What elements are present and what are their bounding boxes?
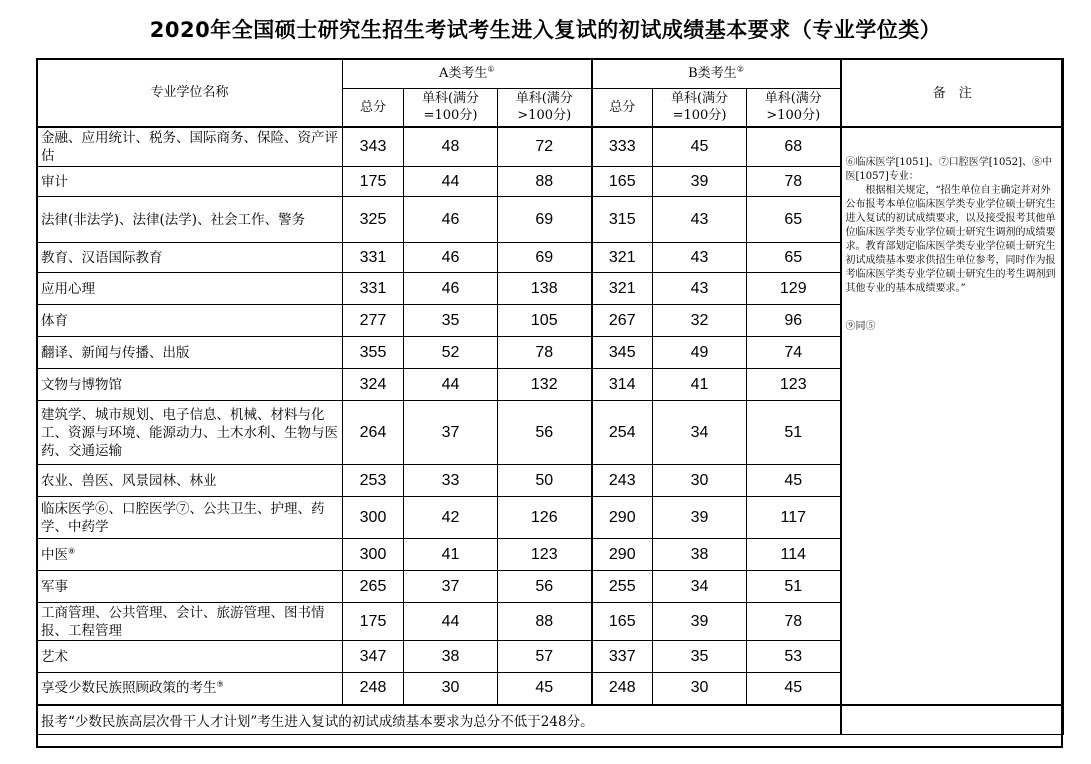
cell-a-single-100: 44 [404,167,498,197]
cell-b-single-100: 41 [653,369,747,401]
cell-a-total: 324 [343,369,404,401]
cell-b-total: 165 [592,167,653,197]
cell-a-single-gt100: 138 [498,273,592,305]
row-name: 体育 [37,305,343,337]
page-title: 2020年全国硕士研究生招生考试考生进入复试的初试成绩基本要求（专业学位类） [149,18,942,42]
table-outer-border [36,58,1063,748]
cell-b-single-100: 43 [653,197,747,243]
cell-b-single-100: 39 [653,167,747,197]
row-name: 翻译、新闻与传播、出版 [37,337,343,369]
cell-b-single-gt100: 65 [747,197,841,243]
cell-a-single-gt100: 69 [498,243,592,273]
cell-a-total: 343 [343,127,404,167]
cell-a-total: 331 [343,243,404,273]
cell-a-single-gt100: 45 [498,673,592,705]
header-name-col: 专业学位名称 [37,59,343,127]
cell-b-total: 255 [592,571,653,603]
cell-b-single-gt100: 45 [747,673,841,705]
cell-a-single-gt100: 57 [498,641,592,673]
header-remarks: 备 注 [841,59,1064,127]
cell-a-total: 325 [343,197,404,243]
cell-b-single-gt100: 51 [747,571,841,603]
header-a-single-gt100: 单科(满分 >100分) [498,89,592,127]
row-name: 金融、应用统计、税务、国际商务、保险、资产评估 [37,127,343,167]
row-name: 文物与博物馆 [37,369,343,401]
cell-b-total: 243 [592,465,653,497]
cell-a-total: 277 [343,305,404,337]
cell-a-single-gt100: 50 [498,465,592,497]
cell-b-total: 314 [592,369,653,401]
cell-b-single-100: 38 [653,539,747,571]
cell-a-total: 253 [343,465,404,497]
cell-b-single-gt100: 78 [747,603,841,641]
cell-b-single-100: 30 [653,465,747,497]
cell-b-single-gt100: 78 [747,167,841,197]
cell-a-total: 331 [343,273,404,305]
cell-a-total: 175 [343,603,404,641]
cell-a-single-100: 37 [404,401,498,465]
row-name: 享受少数民族照顾政策的考生⑨ [37,673,343,705]
cell-b-total: 290 [592,539,653,571]
cell-b-single-100: 35 [653,641,747,673]
cell-b-single-100: 43 [653,273,747,305]
header-a-total: 总分 [343,89,404,127]
cell-a-single-100: 33 [404,465,498,497]
cell-a-single-gt100: 105 [498,305,592,337]
cell-a-single-gt100: 123 [498,539,592,571]
row-name: 法律(非法学)、法律(法学)、社会工作、警务 [37,197,343,243]
cell-b-total: 248 [592,673,653,705]
row-name: 农业、兽医、风景园林、林业 [37,465,343,497]
cell-b-single-gt100: 68 [747,127,841,167]
cell-a-single-100: 41 [404,539,498,571]
cell-b-single-100: 39 [653,497,747,539]
header-a-single-100: 单科(满分 =100分) [404,89,498,127]
cell-b-total: 165 [592,603,653,641]
cell-a-total: 264 [343,401,404,465]
row-name: 中医⑧ [37,539,343,571]
cell-b-total: 321 [592,243,653,273]
cell-b-total: 333 [592,127,653,167]
cell-a-single-100: 46 [404,243,498,273]
cell-a-total: 175 [343,167,404,197]
cell-a-single-gt100: 56 [498,571,592,603]
cell-b-single-gt100: 117 [747,497,841,539]
cell-b-single-gt100: 129 [747,273,841,305]
cell-a-single-100: 37 [404,571,498,603]
header-group-a: A类考生① [343,59,592,89]
row-name: 工商管理、公共管理、会计、旅游管理、图书情报、工程管理 [37,603,343,641]
cell-b-single-100: 49 [653,337,747,369]
cell-a-single-100: 46 [404,197,498,243]
cell-b-single-gt100: 123 [747,369,841,401]
cell-b-single-gt100: 45 [747,465,841,497]
row-name: 艺术 [37,641,343,673]
cell-b-total: 290 [592,497,653,539]
cell-b-total: 315 [592,197,653,243]
cell-a-single-100: 48 [404,127,498,167]
cell-b-single-100: 45 [653,127,747,167]
cell-a-single-gt100: 69 [498,197,592,243]
row-name: 教育、汉语国际教育 [37,243,343,273]
cell-a-single-gt100: 88 [498,603,592,641]
row-name: 军事 [37,571,343,603]
cell-a-single-100: 44 [404,369,498,401]
row-name: 建筑学、城市规划、电子信息、机械、材料与化工、资源与环境、能源动力、土木水利、生物与医药、交通运输 [37,401,343,465]
remarks-line3: ⑨同⑤ [845,320,876,332]
header-b-single-100: 单科(满分 =100分) [653,89,747,127]
cell-a-single-100: 52 [404,337,498,369]
cell-a-single-100: 30 [404,673,498,705]
cell-a-single-100: 38 [404,641,498,673]
cell-b-single-gt100: 114 [747,539,841,571]
cell-b-total: 337 [592,641,653,673]
cell-b-single-100: 34 [653,401,747,465]
cell-b-total: 345 [592,337,653,369]
header-group-b: B类考生② [592,59,841,89]
cell-a-single-100: 44 [404,603,498,641]
remarks-line2: 根据相关规定，“招生单位自主确定并对外公布报考本单位临床医学类专业学位硕士研究生进入复试的初试成绩要求，以及接受报考其他单位临床医学类专业学位硕士研究生调剂的成绩要求。教育部划定临床医学类专业学位硕士研究生初试成绩基本要求供招生单位参考，同时作为报考临床医学类专业学位硕士研究生的考生调剂到其他专业的基本成绩要求。” [845,184,1056,294]
cell-b-total: 321 [592,273,653,305]
cell-b-single-100: 32 [653,305,747,337]
header-b-single-gt100: 单科(满分 >100分) [747,89,841,127]
cell-a-total: 300 [343,539,404,571]
cell-a-single-gt100: 78 [498,337,592,369]
cell-a-total: 300 [343,497,404,539]
cell-b-total: 267 [592,305,653,337]
cell-a-single-100: 35 [404,305,498,337]
header-b-total: 总分 [592,89,653,127]
cell-a-single-gt100: 132 [498,369,592,401]
cell-b-total: 254 [592,401,653,465]
cell-a-total: 347 [343,641,404,673]
cell-b-single-gt100: 65 [747,243,841,273]
row-name: 临床医学⑥、口腔医学⑦、公共卫生、护理、药学、中药学 [37,497,343,539]
cell-a-single-gt100: 72 [498,127,592,167]
cell-a-single-100: 42 [404,497,498,539]
cell-b-single-gt100: 51 [747,401,841,465]
cell-b-single-100: 34 [653,571,747,603]
cell-a-total: 248 [343,673,404,705]
cell-b-single-100: 39 [653,603,747,641]
row-name: 审计 [37,167,343,197]
cell-a-total: 265 [343,571,404,603]
cell-a-single-gt100: 88 [498,167,592,197]
cell-a-single-gt100: 126 [498,497,592,539]
footnote: 报考“少数民族高层次骨干人才计划”考生进入复试的初试成绩基本要求为总分不低于248分。 [37,705,841,735]
cell-b-single-gt100: 96 [747,305,841,337]
cell-a-total: 355 [343,337,404,369]
row-name: 应用心理 [37,273,343,305]
cell-b-single-100: 43 [653,243,747,273]
cell-b-single-gt100: 74 [747,337,841,369]
remarks-line1: ⑥临床医学[1051]、⑦口腔医学[1052]、⑧中医[1057]专业： [845,156,1053,182]
cell-b-single-100: 30 [653,673,747,705]
cell-a-single-gt100: 56 [498,401,592,465]
cell-a-single-100: 46 [404,273,498,305]
cell-b-single-gt100: 53 [747,641,841,673]
